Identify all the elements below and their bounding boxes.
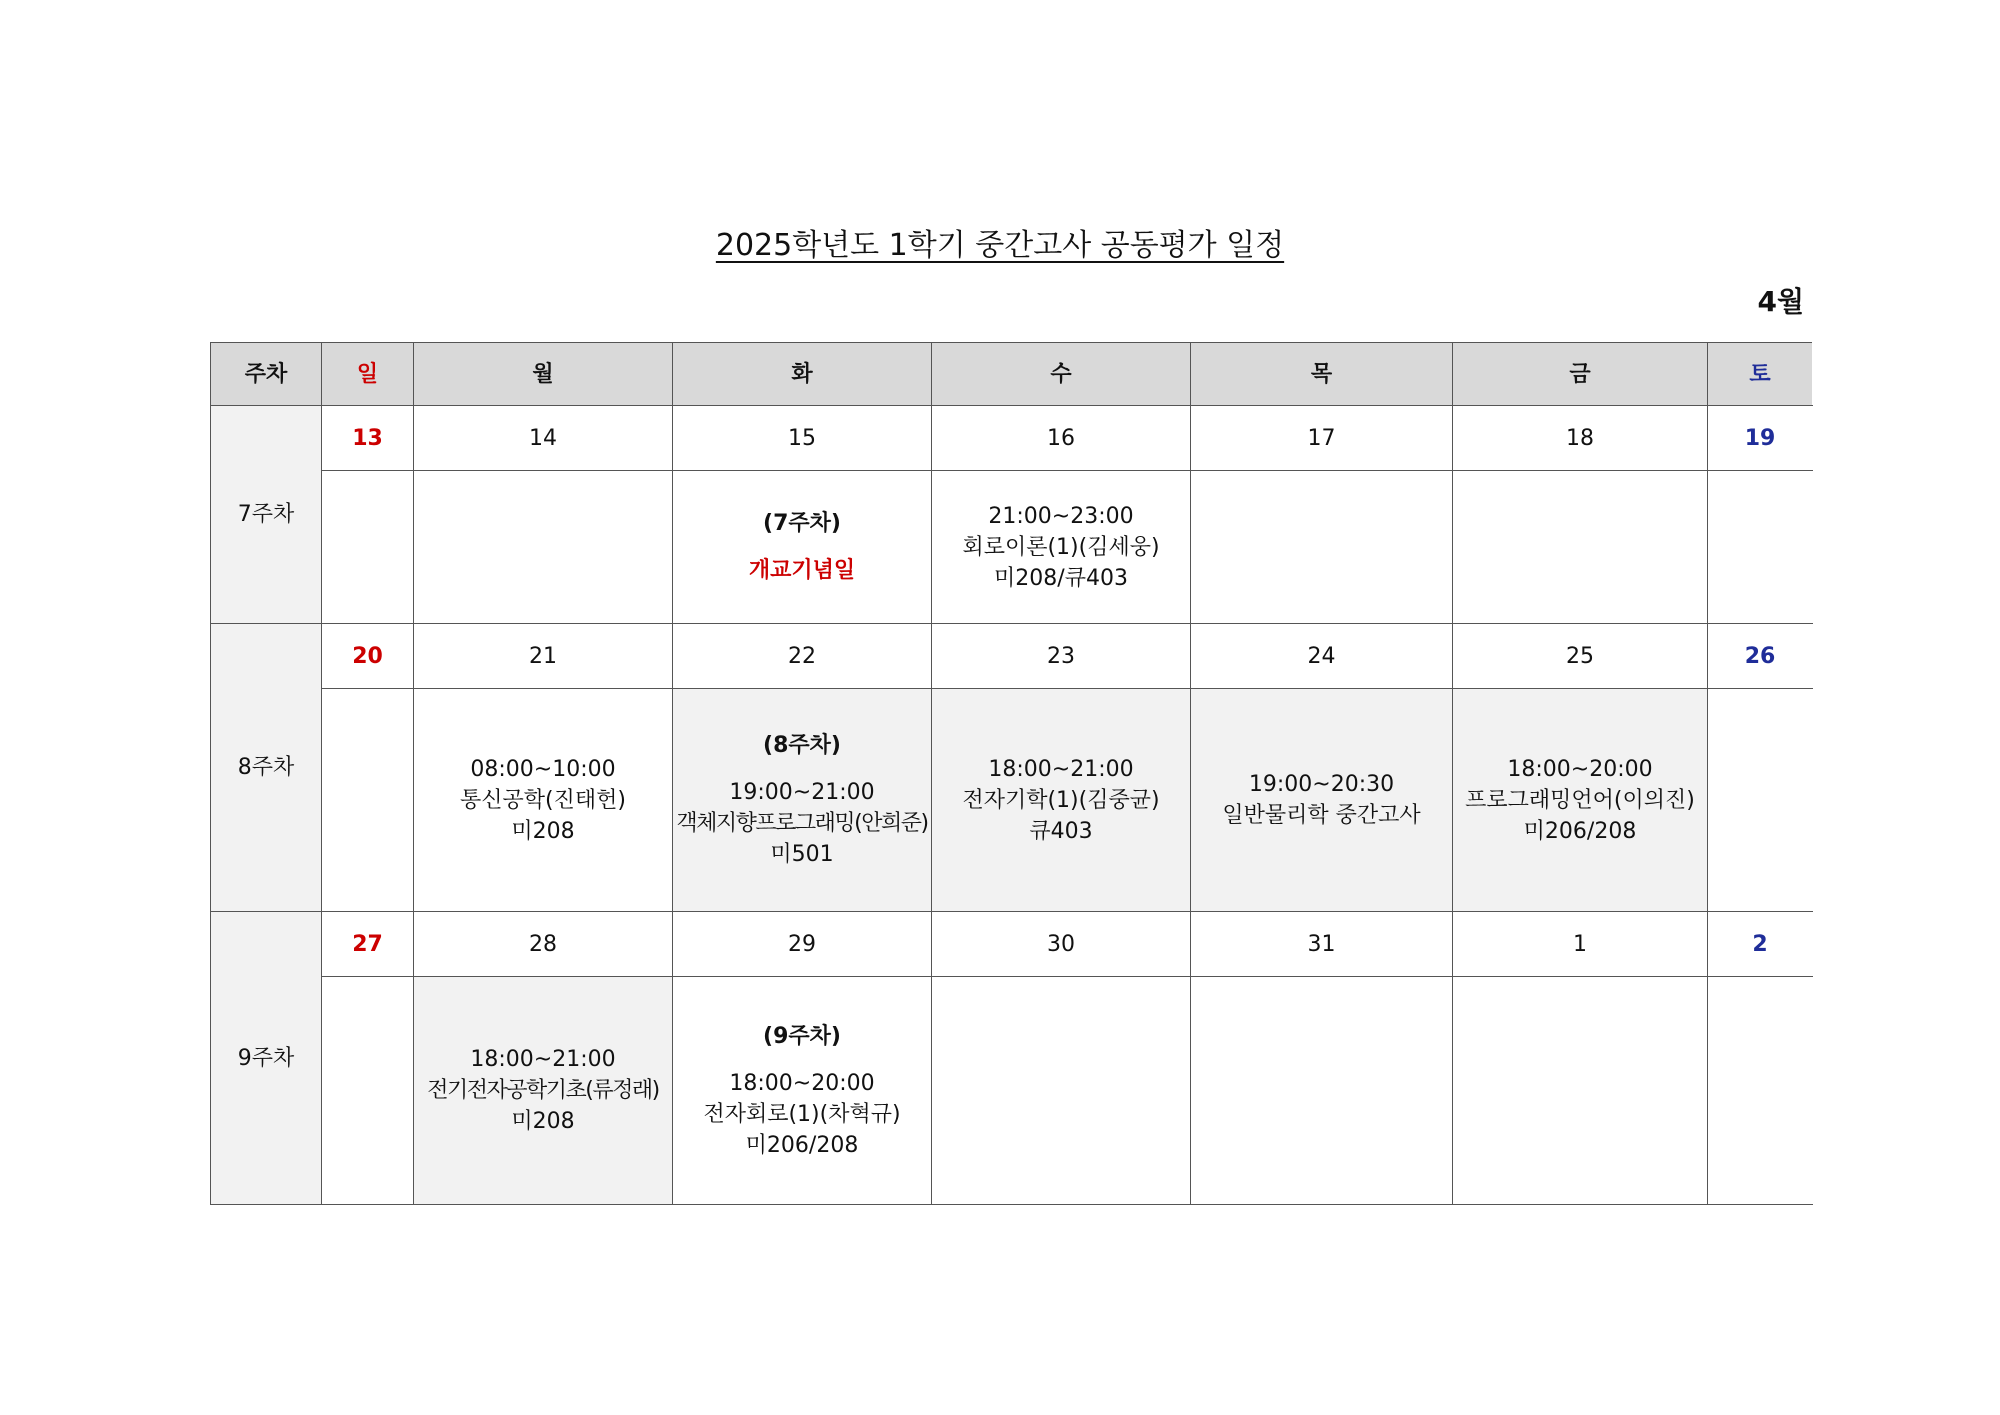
event-cell: [932, 471, 1191, 624]
date-cell: 25: [1453, 624, 1708, 689]
date-cell: 13: [322, 406, 414, 471]
date-cell: 17: [1191, 406, 1453, 471]
date-cell: 2: [1708, 912, 1813, 977]
event-time: 19:00~21:00: [729, 780, 875, 805]
header-week: 주차: [211, 343, 322, 406]
week9-event-row: [211, 977, 1813, 1205]
event-cell-empty: [322, 977, 414, 1205]
week-label-8: 8주차: [211, 624, 322, 912]
event-course: 객체지향프로그래밍(안희준): [676, 811, 928, 836]
holiday-label: 개교기념일: [748, 558, 856, 583]
week-label-7: 7주차: [211, 406, 322, 624]
week7-event-row: [211, 471, 1813, 624]
event-time: 21:00~23:00: [988, 503, 1134, 529]
event-cell-empty: [1191, 977, 1453, 1205]
schedule-table: [210, 342, 1813, 1205]
date-cell: 19: [1708, 406, 1813, 471]
event-cell: [1453, 689, 1708, 912]
event-week-label: (7주차): [763, 511, 841, 536]
date-cell: 18: [1453, 406, 1708, 471]
date-cell: 27: [322, 912, 414, 977]
week7-date-row: [211, 406, 1813, 471]
header-row: [211, 343, 1813, 406]
event-course: 전기전자공학기초(류정래): [427, 1078, 659, 1103]
date-cell: 15: [673, 406, 932, 471]
page-title: [0, 226, 2000, 266]
date-cell: 22: [673, 624, 932, 689]
event-cell-empty: [322, 471, 414, 624]
date-cell: 28: [414, 912, 673, 977]
event-room: 미208: [511, 1109, 575, 1134]
event-room: 미208/큐403: [994, 565, 1128, 591]
event-cell: [932, 689, 1191, 912]
event-cell-empty: [1708, 471, 1813, 624]
event-cell-empty: [1453, 471, 1708, 624]
event-cell: [414, 977, 673, 1205]
week8-event-row: [211, 689, 1813, 912]
date-cell: 31: [1191, 912, 1453, 977]
event-time: 18:00~20:00: [1507, 756, 1653, 782]
header-fri: 금: [1453, 343, 1708, 406]
event-cell: [673, 977, 932, 1205]
header-tue: 화: [673, 343, 932, 406]
event-cell: [673, 471, 932, 624]
event-course: 통신공학(진태헌): [460, 787, 626, 813]
event-cell: [414, 689, 673, 912]
event-cell-empty: [414, 471, 673, 624]
event-cell-empty: [932, 977, 1191, 1205]
event-room: 미501: [770, 842, 834, 867]
event-room: 큐403: [1029, 818, 1093, 844]
event-time: 08:00~10:00: [470, 756, 616, 782]
header-sat: 토: [1708, 343, 1813, 406]
event-time: 19:00~20:30: [1248, 772, 1395, 797]
event-cell-empty: [1708, 689, 1813, 912]
event-course: 전자기학(1)(김중균): [962, 787, 1160, 813]
week-label-9: 9주차: [211, 912, 322, 1205]
date-cell: 14: [414, 406, 673, 471]
week8-date-row: [211, 624, 1813, 689]
event-time: 18:00~21:00: [988, 756, 1134, 782]
date-cell: 24: [1191, 624, 1453, 689]
event-cell-empty: [1191, 471, 1453, 624]
date-cell: 29: [673, 912, 932, 977]
date-cell: 21: [414, 624, 673, 689]
event-cell-empty: [1453, 977, 1708, 1205]
event-time: 18:00~21:00: [470, 1047, 616, 1072]
event-course: 전자회로(1)(차혁규): [703, 1101, 901, 1127]
header-sun: 일: [322, 343, 414, 406]
event-cell-empty: [322, 689, 414, 912]
event-room: 미208: [511, 818, 575, 844]
date-cell: 16: [932, 406, 1191, 471]
event-cell: [1191, 689, 1453, 912]
event-week-label: (8주차): [763, 733, 841, 758]
date-cell: 26: [1708, 624, 1813, 689]
event-cell: [673, 689, 932, 912]
header-mon: 월: [414, 343, 673, 406]
header-thu: 목: [1191, 343, 1453, 406]
event-course: 일반물리학 중간고사: [1222, 803, 1421, 828]
event-time: 18:00~20:00: [729, 1070, 875, 1096]
date-cell: 23: [932, 624, 1191, 689]
event-room: 미206/208: [745, 1132, 859, 1158]
date-cell: 20: [322, 624, 414, 689]
event-room: 미206/208: [1523, 818, 1637, 844]
header-wed: 수: [932, 343, 1191, 406]
date-cell: 1: [1453, 912, 1708, 977]
page-title-text: 2025학년도 1학기 중간고사 공동평가 일정: [715, 228, 1285, 263]
event-course: 프로그래밍언어(이의진): [1465, 787, 1695, 813]
event-course: 회로이론(1)(김세웅): [962, 534, 1160, 560]
event-week-label: (9주차): [763, 1023, 841, 1049]
event-cell-empty: [1708, 977, 1813, 1205]
date-cell: 30: [932, 912, 1191, 977]
month-label: 4월: [1757, 285, 1804, 318]
week9-date-row: [211, 912, 1813, 977]
